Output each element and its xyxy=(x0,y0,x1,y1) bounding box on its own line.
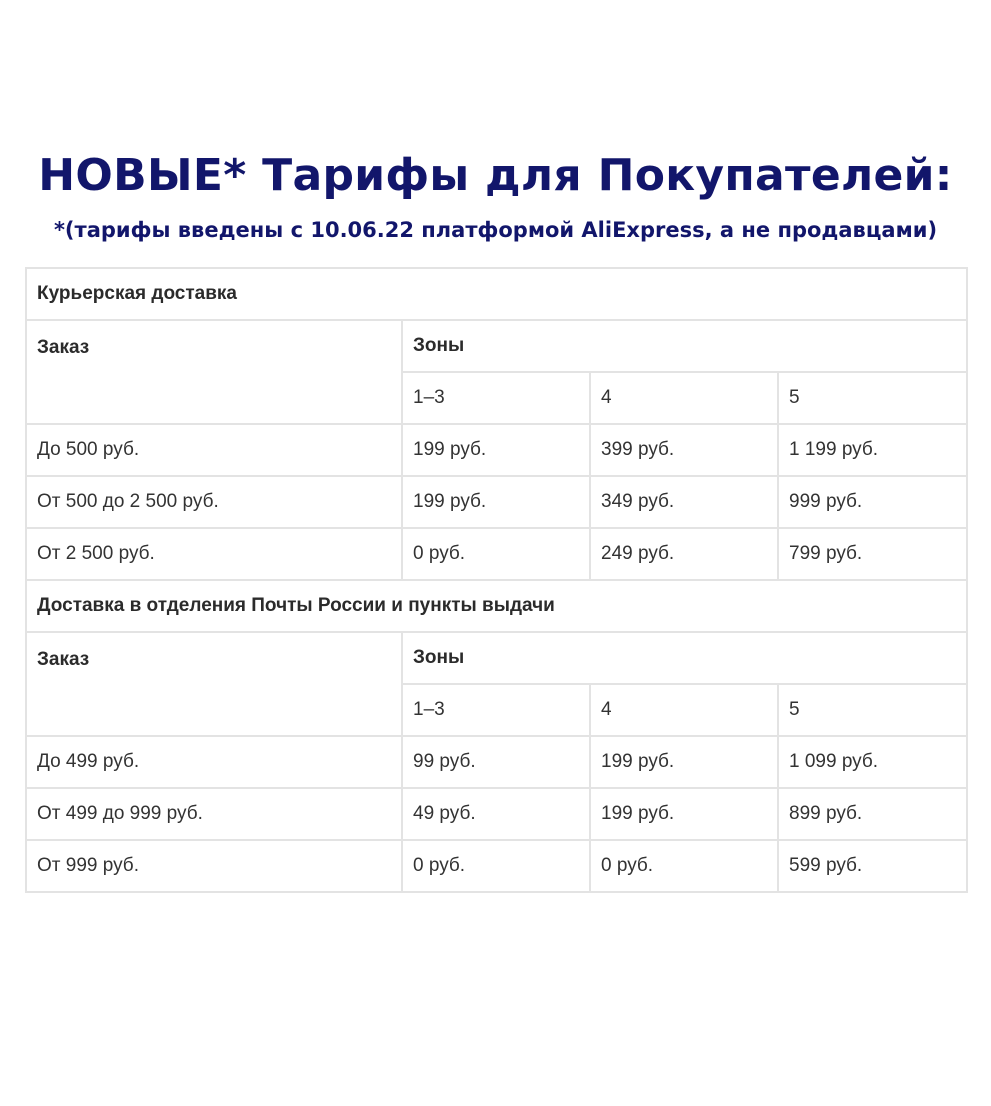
price-cell: 249 руб. xyxy=(590,528,778,580)
price-cell: 1 199 руб. xyxy=(778,424,967,476)
section-title-courier: Курьерская доставка xyxy=(26,268,967,320)
zone-header: 5 xyxy=(778,372,967,424)
order-cell: От 999 руб. xyxy=(26,840,402,892)
order-cell: От 2 500 руб. xyxy=(26,528,402,580)
zone-header: 1–3 xyxy=(402,372,590,424)
section-title-post: Доставка в отделения Почты России и пункты выдачи xyxy=(26,580,967,632)
order-cell: От 500 до 2 500 руб. xyxy=(26,476,402,528)
price-cell: 0 руб. xyxy=(590,840,778,892)
page-subtitle: *(тарифы введены с 10.06.22 платформой AliExpress, а не продавцами) xyxy=(53,218,938,242)
table-row xyxy=(26,788,967,840)
order-cell: До 500 руб. xyxy=(26,424,402,476)
order-column-header: Заказ xyxy=(26,320,402,424)
price-cell: 899 руб. xyxy=(778,788,967,840)
order-column-header: Заказ xyxy=(26,632,402,736)
price-cell: 349 руб. xyxy=(590,476,778,528)
zones-column-header: Зоны xyxy=(402,632,967,684)
zone-header: 5 xyxy=(778,684,967,736)
zone-header: 4 xyxy=(590,372,778,424)
section-header-row xyxy=(26,580,967,632)
price-cell: 49 руб. xyxy=(402,788,590,840)
zone-header: 4 xyxy=(590,684,778,736)
price-cell: 199 руб. xyxy=(402,476,590,528)
order-cell: До 499 руб. xyxy=(26,736,402,788)
price-cell: 799 руб. xyxy=(778,528,967,580)
table-row xyxy=(26,528,967,580)
price-cell: 99 руб. xyxy=(402,736,590,788)
zones-column-header: Зоны xyxy=(402,320,967,372)
price-cell: 0 руб. xyxy=(402,840,590,892)
price-cell: 199 руб. xyxy=(402,424,590,476)
order-cell: От 499 до 999 руб. xyxy=(26,788,402,840)
price-cell: 399 руб. xyxy=(590,424,778,476)
tariffs-table xyxy=(25,267,968,893)
price-cell: 999 руб. xyxy=(778,476,967,528)
price-cell: 1 099 руб. xyxy=(778,736,967,788)
column-header-row xyxy=(26,320,967,372)
section-header-row xyxy=(26,268,967,320)
zone-header: 1–3 xyxy=(402,684,590,736)
price-cell: 199 руб. xyxy=(590,736,778,788)
table-row xyxy=(26,476,967,528)
table-row xyxy=(26,424,967,476)
table-row xyxy=(26,840,967,892)
price-cell: 599 руб. xyxy=(778,840,967,892)
price-cell: 0 руб. xyxy=(402,528,590,580)
column-header-row xyxy=(26,632,967,684)
page-title: НОВЫЕ* Тарифы для Покупателей: xyxy=(38,150,953,201)
table-row xyxy=(26,736,967,788)
price-cell: 199 руб. xyxy=(590,788,778,840)
